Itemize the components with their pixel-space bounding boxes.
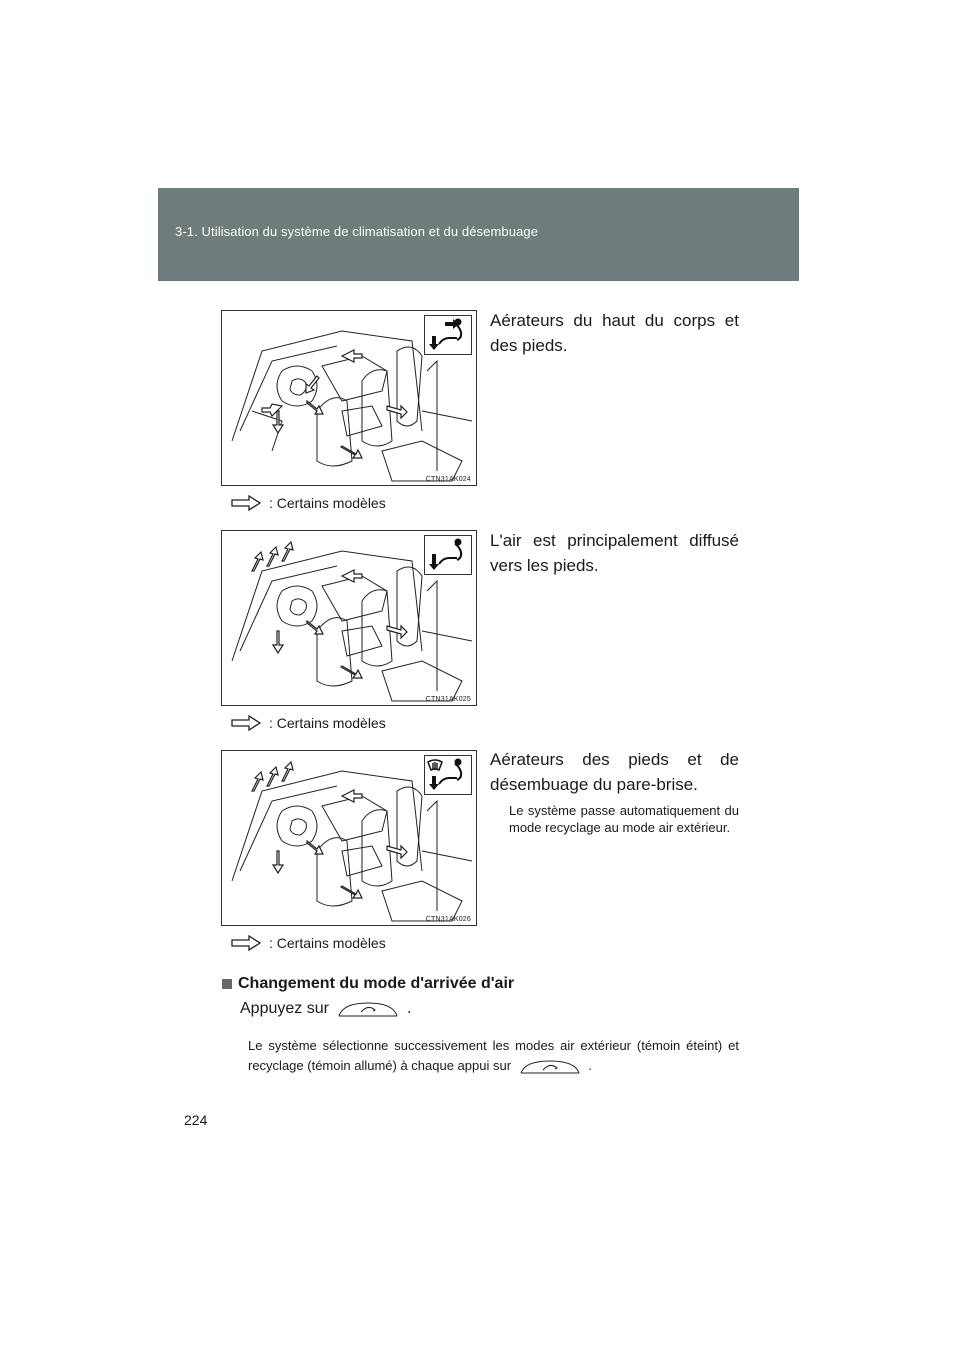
mode-description: Aérateurs des pieds et de désembuage du pare-brise. bbox=[490, 750, 739, 794]
mode-description: L'air est principalement diffusé vers les pieds. bbox=[490, 531, 739, 575]
body-text-suffix: . bbox=[588, 1058, 592, 1073]
figure-code: CTN31AK024 bbox=[425, 476, 471, 483]
mode-note: Le système passe automatiquement du mode recyclage au mode air extérieur. bbox=[509, 803, 739, 835]
body-text-prefix: Le système sélectionne successivement les modes air extérieur (témoin éteint) et recyclage (témoin allumé) à chaque appui sur bbox=[248, 1038, 739, 1073]
upper-body-and-feet-vent-icon bbox=[424, 315, 472, 355]
instruction-suffix: . bbox=[406, 1000, 412, 1017]
figure-code: CTN31AK026 bbox=[425, 916, 471, 923]
instruction-prefix: Appuyez sur bbox=[240, 1000, 329, 1017]
feet-and-windshield-defog-icon bbox=[424, 755, 472, 795]
section-heading bbox=[222, 975, 514, 993]
figure-caption bbox=[231, 935, 386, 951]
figure-feet bbox=[221, 530, 477, 706]
feet-vent-icon bbox=[424, 535, 472, 575]
section-bullet bbox=[222, 979, 232, 989]
header-band bbox=[158, 188, 799, 281]
page-number: 224 bbox=[184, 1112, 208, 1128]
figure-feet-windshield bbox=[221, 750, 477, 926]
caption-text: : Certains modèles bbox=[269, 935, 386, 951]
arrow-icon bbox=[231, 935, 261, 951]
figure-code: CTN31AK025 bbox=[425, 696, 471, 703]
arrow-icon bbox=[231, 715, 261, 731]
section-header-title: 3-1. Utilisation du système de climatisation et du désembuage bbox=[175, 224, 539, 239]
caption-text: : Certains modèles bbox=[269, 715, 386, 731]
figure-caption bbox=[231, 715, 386, 731]
arrow-icon bbox=[231, 495, 261, 511]
section-title: Changement du mode d'arrivée d'air bbox=[238, 975, 515, 992]
air-recirculation-button-icon bbox=[519, 1059, 581, 1075]
figure-upper-body-feet bbox=[221, 310, 477, 486]
caption-text: : Certains modèles bbox=[269, 495, 386, 511]
section-body bbox=[248, 1036, 739, 1076]
air-recirculation-button-icon bbox=[337, 1000, 399, 1018]
instruction-line bbox=[240, 1000, 411, 1018]
mode-description: Aérateurs du haut du corps et des pieds. bbox=[490, 311, 739, 355]
figure-caption bbox=[231, 495, 386, 511]
